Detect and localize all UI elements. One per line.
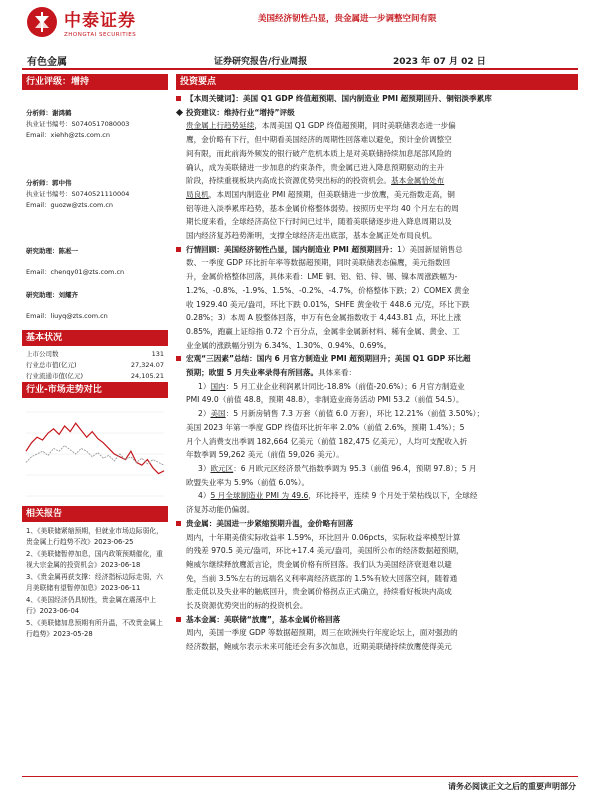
section-precious-metals (176, 517, 578, 613)
trend-chart (22, 406, 168, 506)
report-type: 证券研究报告/行业周报 (214, 57, 308, 67)
body-line: 确认，成为美联储进一步加息的约束条件，贵金属已进入降息预期驱动的主升 (186, 162, 445, 172)
body-line: 美国 2023 年第一季度 GDP 终值环比折年率 2.0%（前值 2.6%，预期 1.4%）；5 (186, 422, 465, 432)
body-line: 济复苏动能仍偏弱。 (186, 505, 255, 515)
body-line: 免，当前 3.5%左右的远端名义利率离经济底部的 1.5%有较大回落空间，随着通 (186, 573, 458, 583)
assistant-block (26, 246, 124, 278)
section-title: 投资建议：维持行业“增持”评级 (186, 107, 295, 117)
body-line: 周内，十年期美债实际收益率 1.59%，环比回升 0.06pcts，实际收益率模型计算 (186, 532, 461, 542)
logo-text-cn: 中泰证券 (64, 11, 136, 31)
body-text: ：6 月欧元区经济景气指数季调为 95.3（前值 96.4，预期 97.8）；5 月 (233, 463, 477, 473)
related-report-item[interactable]: 1、《美联储紧缩预期，但就业市场边际弱化，贵金属上行趋势不改》2023-06-25 (26, 527, 163, 546)
analyst-cert: 执业证书编号：S0740517080003 (26, 120, 130, 128)
related-reports-band: 相关报告 (22, 506, 168, 522)
section-keywords (176, 92, 578, 106)
assistant-block (26, 290, 108, 322)
body-line: 国内经济复苏趋势渐明，支撑全球经济走出底部，基本金属正处布局良机。 (186, 231, 437, 241)
basic-info-value: 27,324.07 (130, 361, 164, 369)
body-line: 周内，美国一季度 GDP 等数据超预期，周三在欧洲央行年度论坛上，面对强劲的 (186, 628, 458, 638)
related-reports-list (26, 526, 166, 641)
body-line: PMI 49.0（前值 48.8，预期 48.8），非制造业商务活动 PMI 53.2（前值 54.5）。 (186, 395, 464, 405)
body-text: ，本周美国 Q1 GDP 终值超预期，同时美联储表态进一步偏 (254, 121, 456, 131)
assistant-email[interactable]: Email：chenqy01@zts.com.cn (26, 268, 125, 276)
assistant-name: 研究助理：刘耀齐 (26, 291, 78, 299)
diamond-bullet-icon (176, 109, 183, 116)
basic-info-key: 上市公司数 (26, 350, 59, 358)
section-macro (176, 352, 578, 516)
square-bullet-icon (176, 617, 181, 622)
report-title: 美国经济韧性凸显，贵金属进一步调整空间有限 (258, 14, 437, 24)
analyst-block (26, 178, 129, 211)
body-line: 数、一季度 GDP 环比折年率等数据超预期，同时美联储表态偏鹰，美元指数回 (186, 258, 451, 268)
related-report-item[interactable]: 3、《贵金属再获支撑：经济指标边际走弱，六月美联储有望暂停加息》2023-06-11 (26, 573, 163, 592)
body-line: 长及资源优势突出的标的投资机会。 (186, 601, 308, 611)
body-text: 阶段，持续重视板块内高成长资源优势突出标的的投资机会。 (186, 176, 392, 186)
section-title: 行情回顾：美国经济韧性凸显，国内制造业 PMI 超预期回升： (186, 244, 398, 254)
section-market-review (176, 243, 578, 353)
item-number: 2） (198, 409, 211, 419)
section-advice (176, 106, 578, 243)
rating-band: 行业评级：增持 (22, 74, 168, 90)
assistant-email[interactable]: Email：liuyq@zts.com.cn (26, 312, 108, 320)
underlined-phrase: 欧元区 (210, 463, 234, 473)
item-number: 3） (198, 463, 211, 473)
body-line: 0.28%；3）本周 A 股整体回落，申万有色金属指数收于 4,443.81 点，环比上涨 (186, 313, 462, 323)
section-title: 贵金属：美国进一步紧缩预期升温，金价略有回落 (186, 518, 354, 528)
section-title: 基本金属：美联储“放鹰”，基本金属价格回落 (186, 614, 341, 624)
body-text: ：5 月新房销售 7.3 万套（前值 6.0 万套），环比 12.21%（前值 3.50%）； (225, 409, 485, 419)
body-text: ，本周国内制造业 PMI 超预期，但美联储进一步放鹰，美元指数走高，铜 (208, 189, 455, 199)
body-line: 期长度来看，全球经济高位下行时间已过半，随着美联储逐步进入降息周期以及 (186, 217, 452, 227)
related-report-item[interactable]: 4、《美国经济仍具韧性，贵金属在震荡中上行》2023-06-04 (26, 596, 157, 615)
body-line: 铝等进入淡季累库趋势，基本金属价格整体弱势。按照历史平均 40 个月左右的周 (186, 203, 459, 213)
underlined-phrase: 5 月全球制造业 PMI 为 49.6 (210, 491, 309, 501)
analyst-name: 分析师：郭中伟 (26, 179, 72, 187)
footer-divider (22, 776, 578, 777)
header-divider (22, 68, 578, 70)
body-line: 胀走低以及失业率的触底回升，贵金属价格拐点正式确立，持续看好板块内高成 (186, 587, 452, 597)
industry-name: 有色金属 (27, 57, 67, 68)
body-text: ：5 月工业企业利润累计同比-18.8%（前值-20.6%）；6 月官方制造业 (225, 381, 465, 391)
section-title: 【本周关键词】：美国 Q1 GDP 终值超预期、国内制造业 PMI 超预期回升、铜铝淡季累库 (186, 94, 492, 103)
body-line: 业金属的涨跌幅分别为 6.34%、1.30%、0.94%、0.69%。 (186, 340, 392, 350)
assistant-name: 研究助理：陈凇一 (26, 247, 78, 255)
related-report-item[interactable]: 2、《美联储暂停加息，国内政策预期催化，重视大宗金属的投资机会》2023-06-18 (26, 550, 163, 569)
item-number: 4） (198, 491, 211, 501)
basic-info-row (22, 349, 168, 360)
analyst-block (26, 108, 129, 141)
report-header (0, 0, 600, 48)
square-bullet-icon (176, 521, 181, 526)
analyst-name: 分析师：谢鸿鹤 (26, 109, 72, 117)
body-text: ，环比持平，连续 9 个月处于荣枯线以下，全球经 (308, 491, 478, 501)
report-date: 2023 年 07 月 02 日 (393, 57, 486, 67)
investment-points-band: 投资要点 (176, 74, 578, 90)
basic-info-band: 基本状况 (22, 330, 168, 346)
related-report-item[interactable]: 5、《美联储加息预期有所升温，不改贵金属上行趋势》2023-05-28 (26, 619, 163, 638)
section-title: 预期；欧盟 5 月失业率录得有所回落。 (186, 368, 319, 378)
underlined-phrase: 基本金属恰处布 (391, 176, 445, 186)
underlined-phrase: 局良机 (186, 189, 209, 199)
logo (26, 6, 136, 38)
basic-info-row (22, 360, 168, 371)
body-line: 升，金属价格整体回落，具体来看：LME 铜、铝、铅、锌、锡、镍本周涨跌幅为- (186, 272, 458, 282)
basic-info-row (22, 371, 168, 382)
body-line: 欧盟失业率为 5.9%（前值 6.0%）。 (186, 477, 310, 487)
body-line: 收 1929.40 美元/盎司，环比下跌 0.01%，SHFE 黄金收于 448.6 元/克，环比下跌 (186, 299, 470, 309)
basic-info-value: 24,105.21 (130, 372, 164, 380)
body-line: 鹰，金价略有下行，但中期看美国经济的周期性回落难以避免，预计金价调整空 (186, 135, 452, 145)
basic-info-value: 131 (151, 350, 164, 358)
basic-info-key: 行业总市值(亿元) (26, 361, 77, 369)
body-line: 鲍威尔继续释放鹰派言论，贵金属价格有所回落。我们认为美国经济衰退难以避 (186, 559, 452, 569)
body-line: 0.85%，跑赢上证综指 0.72 个百分点，金属非金属新材料、稀有金属、黄金、工 (186, 326, 460, 336)
body-line: 1.2%、-0.8%、-1.9%、1.5%、-0.2%、-4.7%，价格整体下跌；2）COMEX 黄金 (186, 285, 470, 295)
body-line: 年数季调 59,262 美元（前值 59,026 美元）。 (186, 450, 344, 460)
underlined-phrase: 美国 (210, 409, 226, 419)
body-text: 具体来看： (318, 368, 357, 378)
analyst-email[interactable]: Email：guozw@zts.com.cn (26, 201, 114, 209)
logo-text-en: ZHONGTAI SECURITIES (64, 32, 137, 38)
section-title: 宏观“三因素”总结：国内 6 月官方制造业 PMI 超预期回升；美国 Q1 GDP 环比超 (186, 354, 471, 364)
underlined-phrase: 国内 (210, 381, 226, 391)
item-number: 1） (198, 381, 211, 391)
analyst-email[interactable]: Email：xiehh@zts.com.cn (26, 131, 110, 139)
body-text: 1）美国新屋销售总 (397, 244, 463, 254)
underlined-phrase: 贵金属上行趋势延续 (186, 121, 255, 131)
square-bullet-icon (176, 96, 181, 101)
basic-info-table (22, 349, 168, 382)
body-line: 经济数据，鲍威尔表示未来可能还会有多次加息，近期美联储持续放鹰使得美元 (186, 642, 452, 652)
trend-band: 行业-市场走势对比 (22, 382, 168, 398)
analyst-cert: 执业证书编号：S0740521110004 (26, 190, 130, 198)
logo-mark-icon (26, 6, 58, 38)
section-base-metals (176, 613, 578, 654)
sidebar (22, 74, 168, 774)
body-line: 的残差 970.5 美元/盎司，环比+17.4 美元/盎司，美国所公布的经济数据超预期， (186, 546, 464, 556)
square-bullet-icon (176, 247, 181, 252)
body-line: 间有限，而此前海外频发的银行破产危机本质上是对美联储持续加息尾部风险的 (186, 148, 452, 158)
subheader (0, 50, 600, 68)
square-bullet-icon (176, 356, 181, 361)
main-content (176, 74, 578, 774)
footer-disclaimer: 请务必阅读正文之后的重要声明部分 (448, 782, 576, 791)
body-line: 月个人消费支出季调 182,664 亿美元（前值 182,475 亿美元），人均可支配收入折 (186, 436, 468, 446)
trend-chart-svg (22, 406, 168, 502)
basic-info-key: 行业流通市值(亿元) (26, 372, 84, 380)
